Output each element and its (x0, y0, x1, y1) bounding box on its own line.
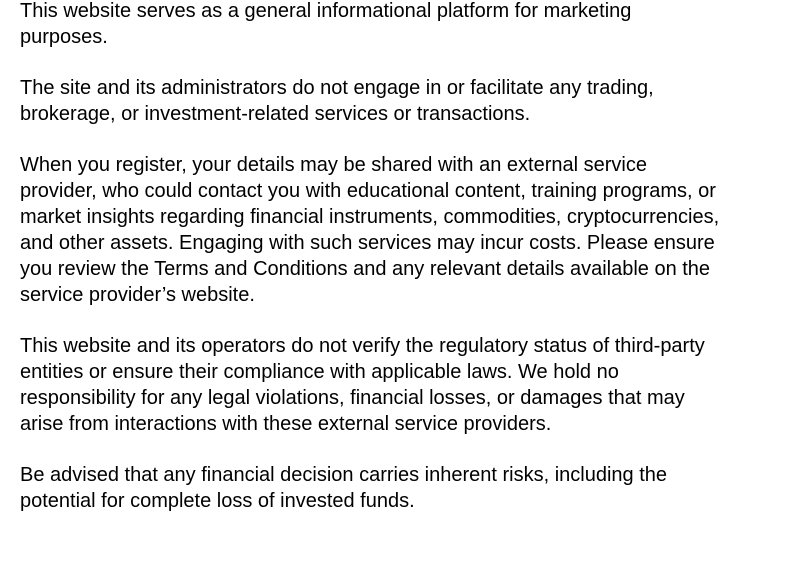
disclaimer-paragraph-no-trading (20, 75, 780, 127)
text-line: responsibility for any legal violations, financial losses, or damages that may (20, 387, 685, 409)
text-line: market insights regarding financial instruments, commodities, cryptocurrencies, (20, 206, 720, 228)
text-line: entities or ensure their compliance with applicable laws. We hold no (20, 361, 619, 383)
text-line: This website and its operators do not verify the regulatory status of third-party (20, 335, 705, 357)
text-line: Be advised that any financial decision carries inherent risks, including the (20, 464, 668, 486)
text-line: and other assets. Engaging with such services may incur costs. Please ensure (20, 232, 715, 254)
text-line: brokerage, or investment-related services or transactions. (20, 103, 531, 125)
text-line: you review the Terms and Conditions and any relevant details available on the (20, 258, 711, 280)
text-line: potential for complete loss of invested funds. (20, 490, 415, 512)
disclaimer-paragraph-registration-sharing (20, 152, 780, 308)
disclaimer-paragraph-risk-warning (20, 462, 780, 514)
text-line: The site and its administrators do not engage in or facilitate any trading, (20, 77, 654, 99)
disclaimer-paragraph-purpose (20, 0, 780, 50)
disclaimer-paragraph-no-liability (20, 333, 780, 437)
text-line: service provider’s website. (20, 284, 255, 306)
text-line: This website serves as a general informational platform for marketing (20, 0, 632, 22)
text-line: When you register, your details may be shared with an external service (20, 154, 647, 176)
text-line: provider, who could contact you with educational content, training programs, or (20, 180, 716, 202)
text-line: purposes. (20, 26, 108, 48)
text-line: arise from interactions with these external service providers. (20, 413, 552, 435)
